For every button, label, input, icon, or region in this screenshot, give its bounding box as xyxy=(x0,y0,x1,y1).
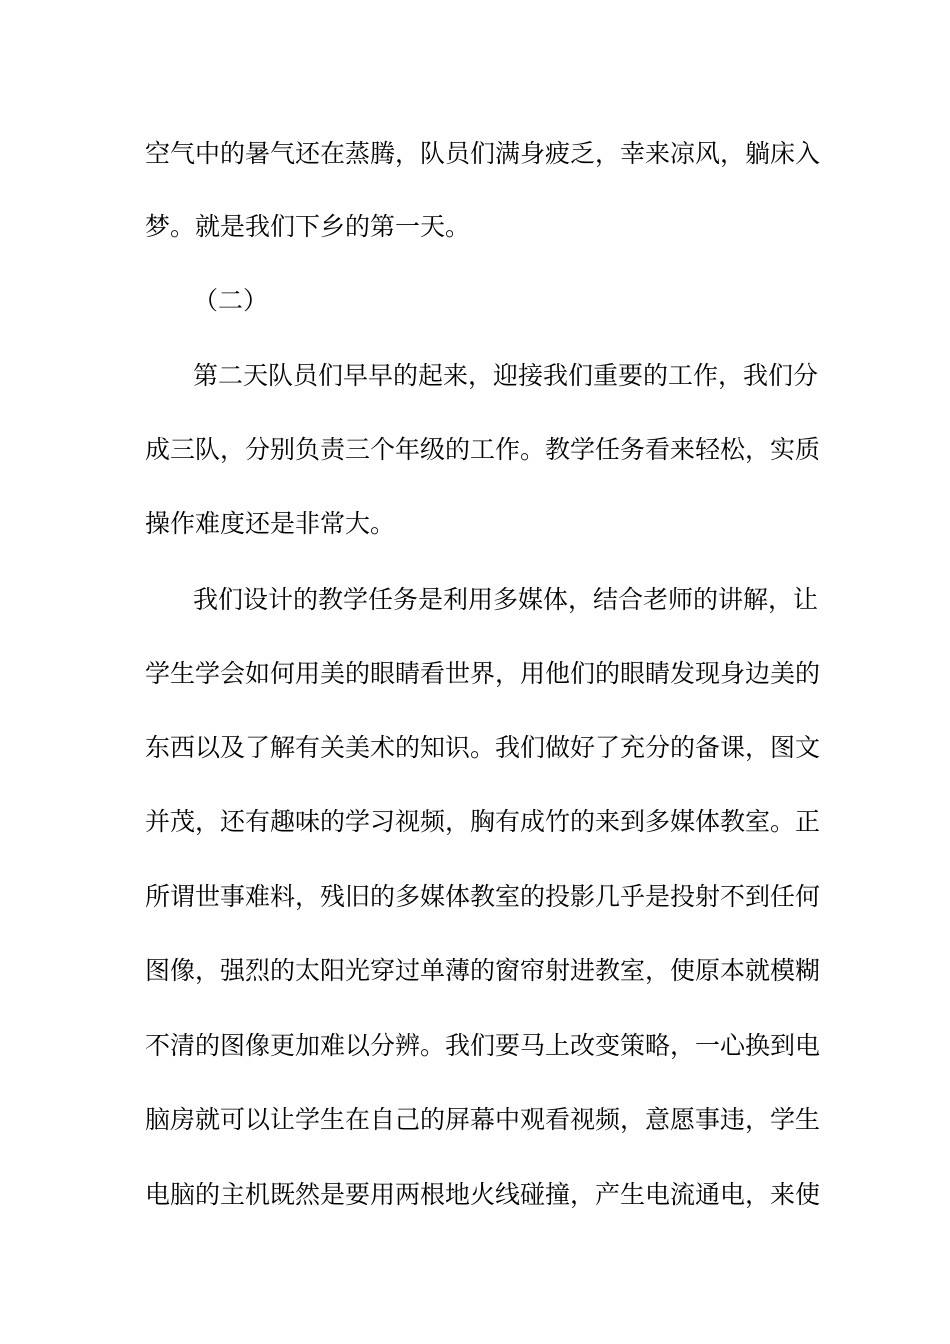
text-line: 并茂，还有趣味的学习视频，胸有成竹的来到多媒体教室。正 xyxy=(145,807,821,836)
text-line: 空气中的暑气还在蒸腾，队员们满身疲乏，幸来凉风，躺床入 xyxy=(145,139,821,168)
text-line: 成三队，分别负责三个年级的工作。教学任务看来轻松，实质 xyxy=(145,435,821,464)
text-line: 图像，强烈的太阳光穿过单薄的窗帘射进教室，使原本就模糊 xyxy=(145,956,821,985)
paragraph-first-line: 第二天队员们早早的起来，迎接我们重要的工作，我们分 xyxy=(193,361,819,390)
section-heading: （二） xyxy=(193,286,269,315)
paragraph-first-line: 我们设计的教学任务是利用多媒体，结合老师的讲解，让 xyxy=(193,585,819,614)
text-line: 梦。就是我们下乡的第一天。 xyxy=(145,212,471,241)
text-line: 学生学会如何用美的眼睛看世界，用他们的眼睛发现身边美的 xyxy=(145,659,821,688)
text-line: 所谓世事难料，残旧的多媒体教室的投影几乎是投射不到任何 xyxy=(145,882,821,911)
text-line: 脑房就可以让学生在自己的屏幕中观看视频，意愿事违，学生 xyxy=(145,1105,821,1134)
text-line: 电脑的主机既然是要用两根地火线碰撞，产生电流通电，来使 xyxy=(145,1180,821,1209)
text-line: 不清的图像更加难以分辨。我们要马上改变策略，一心换到电 xyxy=(145,1031,821,1060)
text-line: 东西以及了解有关美术的知识。我们做好了充分的备课，图文 xyxy=(145,733,821,762)
text-line: 操作难度还是非常大。 xyxy=(145,509,396,538)
